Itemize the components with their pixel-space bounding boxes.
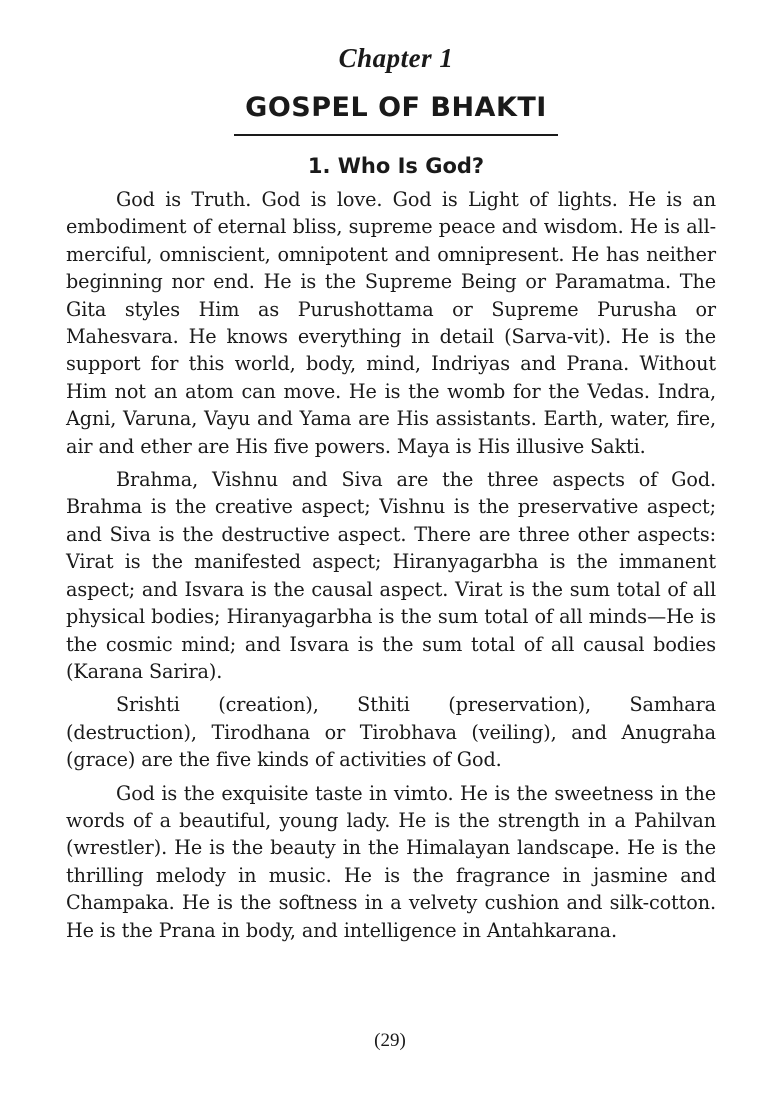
paragraph-1: God is Truth. God is love. God is Light of lights. He is an embodiment of eternal bliss, supreme peace and wisdom. He is all-merciful, omniscient, omnipotent and omnipresent. He has neither beginning nor end. He is the Supreme Being or Paramatma. The Gita styles Him as Purushottama or Supreme Purusha or Mahesvara. He knows everything in detail (Sarva-vit). He is the support for this world, body, mind, Indriyas and Prana. Without Him not an atom can move. He is the womb for the Vedas. Indra, Agni, Varuna, Vayu and Yama are His assistants. Earth, water, fire, air and ether are His five powers. Maya is His illusive Sakti. bbox=[66, 188, 716, 458]
body-text bbox=[66, 186, 716, 944]
paragraph-4: God is the exquisite taste in vimto. He is the sweetness in the words of a beautiful, young lady. He is the strength in a Pahilvan (wrestler). He is the beauty in the Himalayan landscape. He is the thrilling melody in music. He is the fragrance in jasmine and Champaka. He is the softness in a velvety cushion and silk-cotton. He is the Prana in body, and intelligence in Antahkarana. bbox=[66, 781, 716, 942]
title-underline bbox=[234, 134, 558, 136]
paragraph-2: Brahma, Vishnu and Siva are the three aspects of God. Brahma is the creative aspect; Vishnu is the preservative aspect; and Siva is the destructive aspect. There are three other aspects: Virat is the manifested aspect; Hiranyagarbha is the immanent aspect; and Isvara is the causal aspect. Virat is the sum total of all physical bodies; Hiranyagarbha is the sum total of all minds—He is the cosmic mind; and Isvara is the sum total of all causal bodies (Karana Sarira). bbox=[66, 468, 716, 683]
chapter-label: Chapter 1 bbox=[338, 43, 454, 73]
page-number: (29) bbox=[374, 1030, 406, 1051]
paragraph-3: Srishti (creation), Sthiti (preservation), Samhara (destruction), Tirodhana or Tirobhava (veiling), and Anugraha (grace) are the five kinds of activities of God. bbox=[66, 693, 716, 772]
book-page bbox=[66, 40, 716, 1080]
section-heading: 1. Who Is God? bbox=[307, 154, 485, 178]
chapter-title: GOSPEL OF BHAKTI bbox=[245, 92, 547, 123]
